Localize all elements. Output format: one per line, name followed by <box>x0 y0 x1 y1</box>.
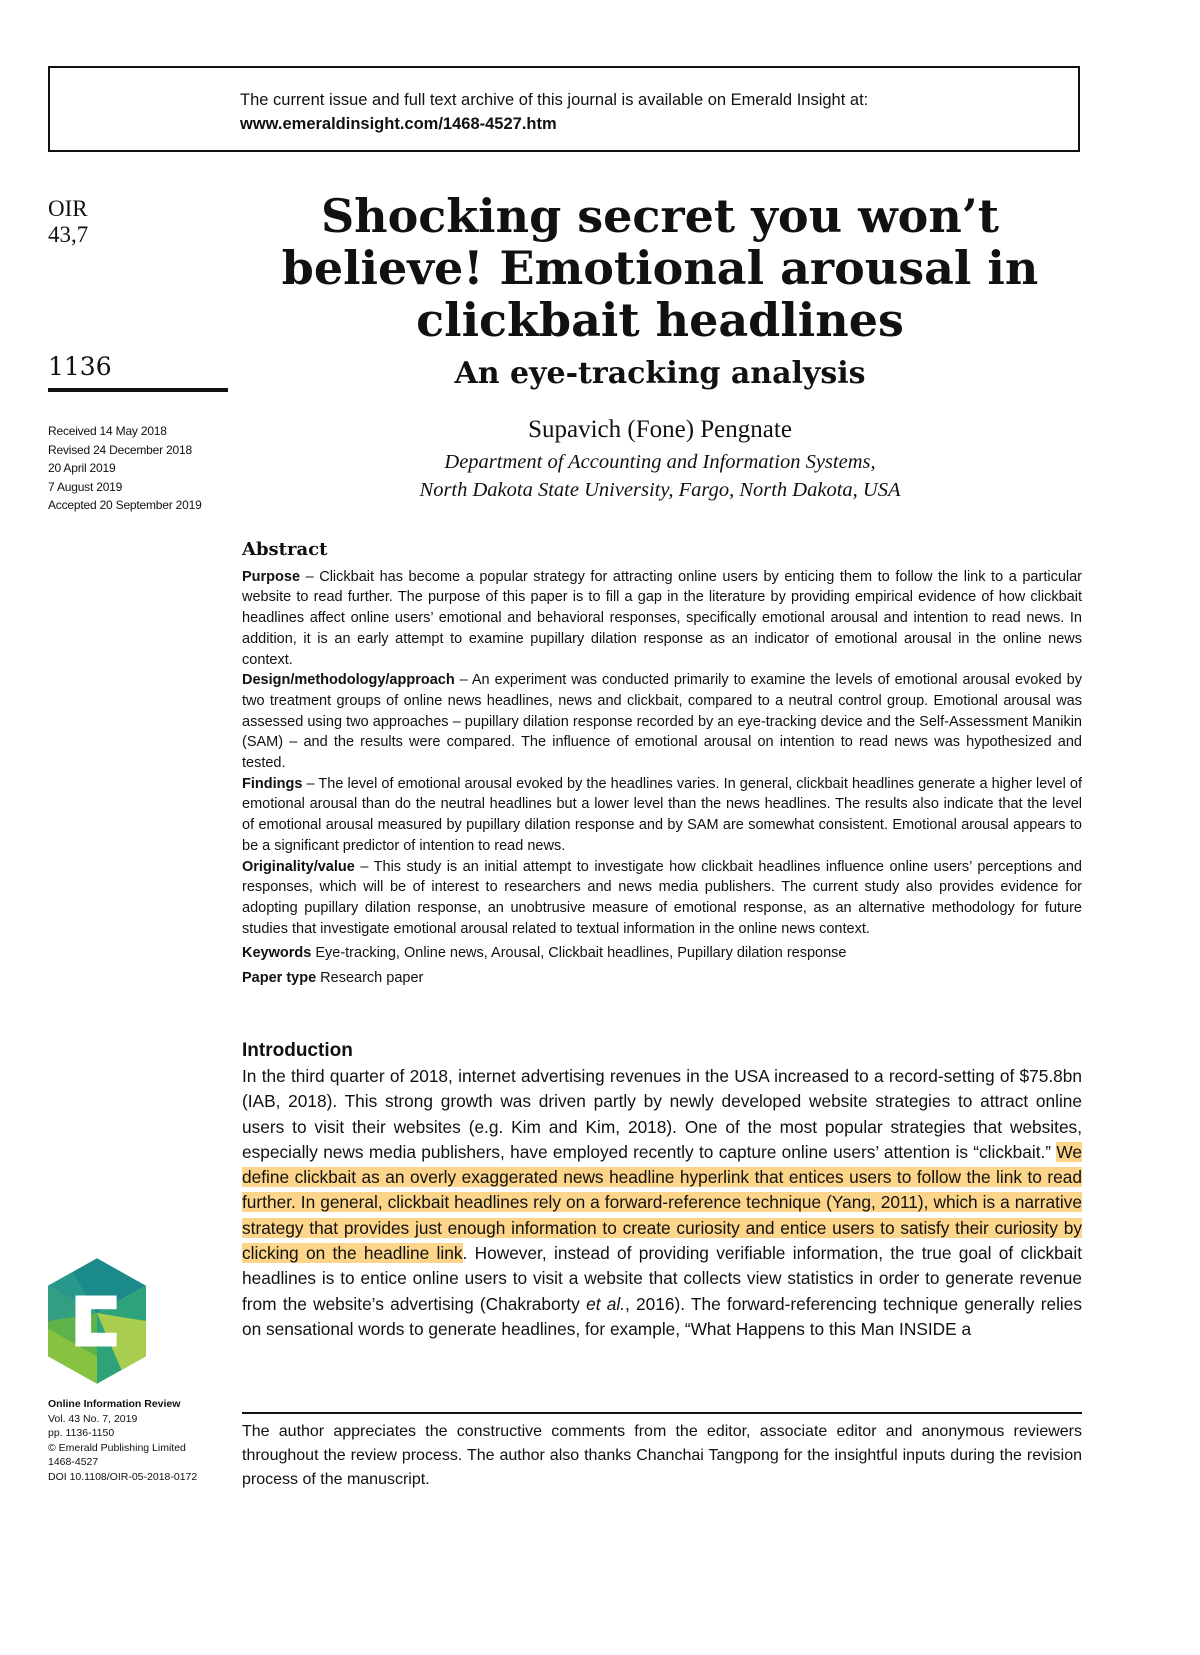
journal-volume: Vol. 43 No. 7, 2019 <box>48 1412 138 1425</box>
journal-code <box>48 196 88 248</box>
abstract-findings <box>242 774 1082 857</box>
author-affiliation <box>240 448 1080 504</box>
journal-name: Online Information Review <box>48 1398 181 1410</box>
journal-issn: 1468-4527 <box>48 1456 99 1469</box>
journal-notice <box>240 88 868 136</box>
abstract-paper-type <box>242 968 1082 989</box>
date-received: Received 14 May 2018 <box>48 424 167 438</box>
paper-title <box>240 190 1080 346</box>
date-revised-2: 20 April 2019 <box>48 461 116 475</box>
purpose-label: Purpose <box>242 568 301 585</box>
notice-line-1: The current issue and full text archive of this journal is available on Emerald Insight at: <box>240 91 869 109</box>
author-name: Supavich (Fone) Pengnate <box>528 416 792 443</box>
abstract-design <box>242 670 1082 774</box>
findings-text: – The level of emotional arousal evoked by the headlines varies. In general, clickbait headlines generate a higher level of emotional arousal than do the neutral headlines but a lower level than the news headlines. The results also indicate that the level of emotional arousal measured by pupillary dilation response and by SAM are somewhat consistent. Emotional arousal appears to be a significant predictor of intention to read news. <box>242 775 1082 854</box>
volume-issue: 43,7 <box>48 222 89 247</box>
journal-abbrev: OIR <box>48 196 88 221</box>
page-number-rule <box>48 388 228 392</box>
introduction-heading: Introduction <box>242 1040 353 1061</box>
publisher-logo-icon <box>48 1258 146 1384</box>
abstract-keywords <box>242 943 1082 964</box>
paper-type-text: Research paper <box>316 970 424 987</box>
title-line-1: Shocking secret you won’t <box>320 189 1000 243</box>
et-al: et al. <box>586 1293 625 1314</box>
design-label: Design/methodology/approach <box>242 672 455 689</box>
journal-info <box>48 1397 197 1485</box>
footnote-rule <box>242 1412 1082 1414</box>
originality-text: – This study is an initial attempt to investigate how clickbait headlines influence online users’ perceptions and responses, which will be of interest to researchers and news media publishers. The current study also provides evidence for adopting pupillary dilation response, an unobtrusive measure of emotional response, as an alternative methodology for future studies that investigate emotional arousal related to textual information in the online news context. <box>242 858 1082 937</box>
abstract <box>242 540 1082 989</box>
keywords-label: Keywords <box>242 945 312 962</box>
journal-notice-box <box>48 66 1080 152</box>
affiliation-line-1: Department of Accounting and Information Systems, <box>444 451 876 473</box>
received-dates <box>48 422 202 515</box>
abstract-originality <box>242 857 1082 940</box>
journal-doi: DOI 10.1108/OIR-05-2018-0172 <box>48 1470 198 1483</box>
notice-url[interactable]: www.emeraldinsight.com/1468-4527.htm <box>240 115 557 133</box>
originality-label: Originality/value <box>242 858 355 875</box>
abstract-heading: Abstract <box>242 539 328 560</box>
date-revised-3: 7 August 2019 <box>48 479 123 494</box>
intro-text-a: In the third quarter of 2018, internet advertising revenues in the USA increased to a record-setting of $75.8bn (IAB, 2018). This strong growth was driven partly by newly developed website strategies to attract online users to visit their websites (e.g. Kim and Kim, 2018). One of the most popular strategies that websites, especially news media publishers, have employed recently to capture online users’ attention is “clickbait.” <box>242 1066 1082 1162</box>
acknowledgement-footnote: The author appreciates the constructive comments from the editor, associate editor and anonymous reviewers throughout the review process. The author also thanks Chanchai Tangpong for the insightful inputs during the revision process of the manuscript. <box>242 1423 1082 1488</box>
design-text: – An experiment was conducted primarily to examine the levels of emotional arousal evoked by two treatment groups of online news headlines, news and clickbait, compared to a neutral control group. Emotional arousal was assessed using two approaches – pupillary dilation response recorded by an eye-tracking device and the Self-Assessment Manikin (SAM) – and the results were compared. The influence of emotional arousal on intention to read news was hypothesized and tested. <box>242 672 1082 772</box>
purpose-text: – Clickbait has become a popular strategy for attracting online users by enticing them to follow the link to a particular website to read further. The purpose of this paper is to fill a gap in the literature by providing empirical evidence of how clickbait headlines affect online users’ emotional and behavioral responses, specifically emotional arousal and intention to read news. In addition, it is an early attempt to examine pupillary dilation response as an indicator of emotional arousal in the online news context. <box>242 568 1082 668</box>
introduction-section <box>242 1040 1082 1342</box>
date-accepted: Accepted 20 September 2019 <box>48 498 202 512</box>
journal-pages: pp. 1136-1150 <box>48 1427 115 1440</box>
keywords-text: Eye-tracking, Online news, Arousal, Clickbait headlines, Pupillary dilation response <box>311 945 847 962</box>
title-line-3: clickbait headlines <box>416 293 904 347</box>
paper-subtitle: An eye-tracking analysis <box>454 356 866 391</box>
intro-text-c: , 2016). The forward-referencing technique generally relies on sensational words to generate headlines, for example, “What Happens to this Man INSIDE a <box>242 1293 1082 1339</box>
highlighted-definition[interactable]: We define clickbait as an overly exaggerated news headline hyperlink that entices users to follow the link to read further. In general, clickbait headlines rely on a forward-reference technique (Yang, 2011), which is a narrative strategy that provides just enough information to create curiosity and entice users to satisfy their curiosity by clicking on the headline link <box>242 1141 1082 1264</box>
date-revised-1: Revised 24 December 2018 <box>48 442 192 457</box>
findings-label: Findings <box>242 775 303 792</box>
affiliation-line-2: North Dakota State University, Fargo, North Dakota, USA <box>419 479 901 501</box>
title-line-2: believe! Emotional arousal in <box>281 241 1039 295</box>
introduction-paragraph <box>242 1064 1082 1342</box>
intro-text-b: . However, instead of providing verifiable information, the true goal of clickbait headlines is to entice online users to visit a website that collects view statistics in order to generate revenue from the website’s advertising (Chakraborty <box>242 1243 1083 1314</box>
journal-copyright: © Emerald Publishing Limited <box>48 1441 186 1454</box>
paper-type-label: Paper type <box>242 970 317 987</box>
abstract-purpose <box>242 567 1082 671</box>
page-number: 1136 <box>48 352 112 381</box>
